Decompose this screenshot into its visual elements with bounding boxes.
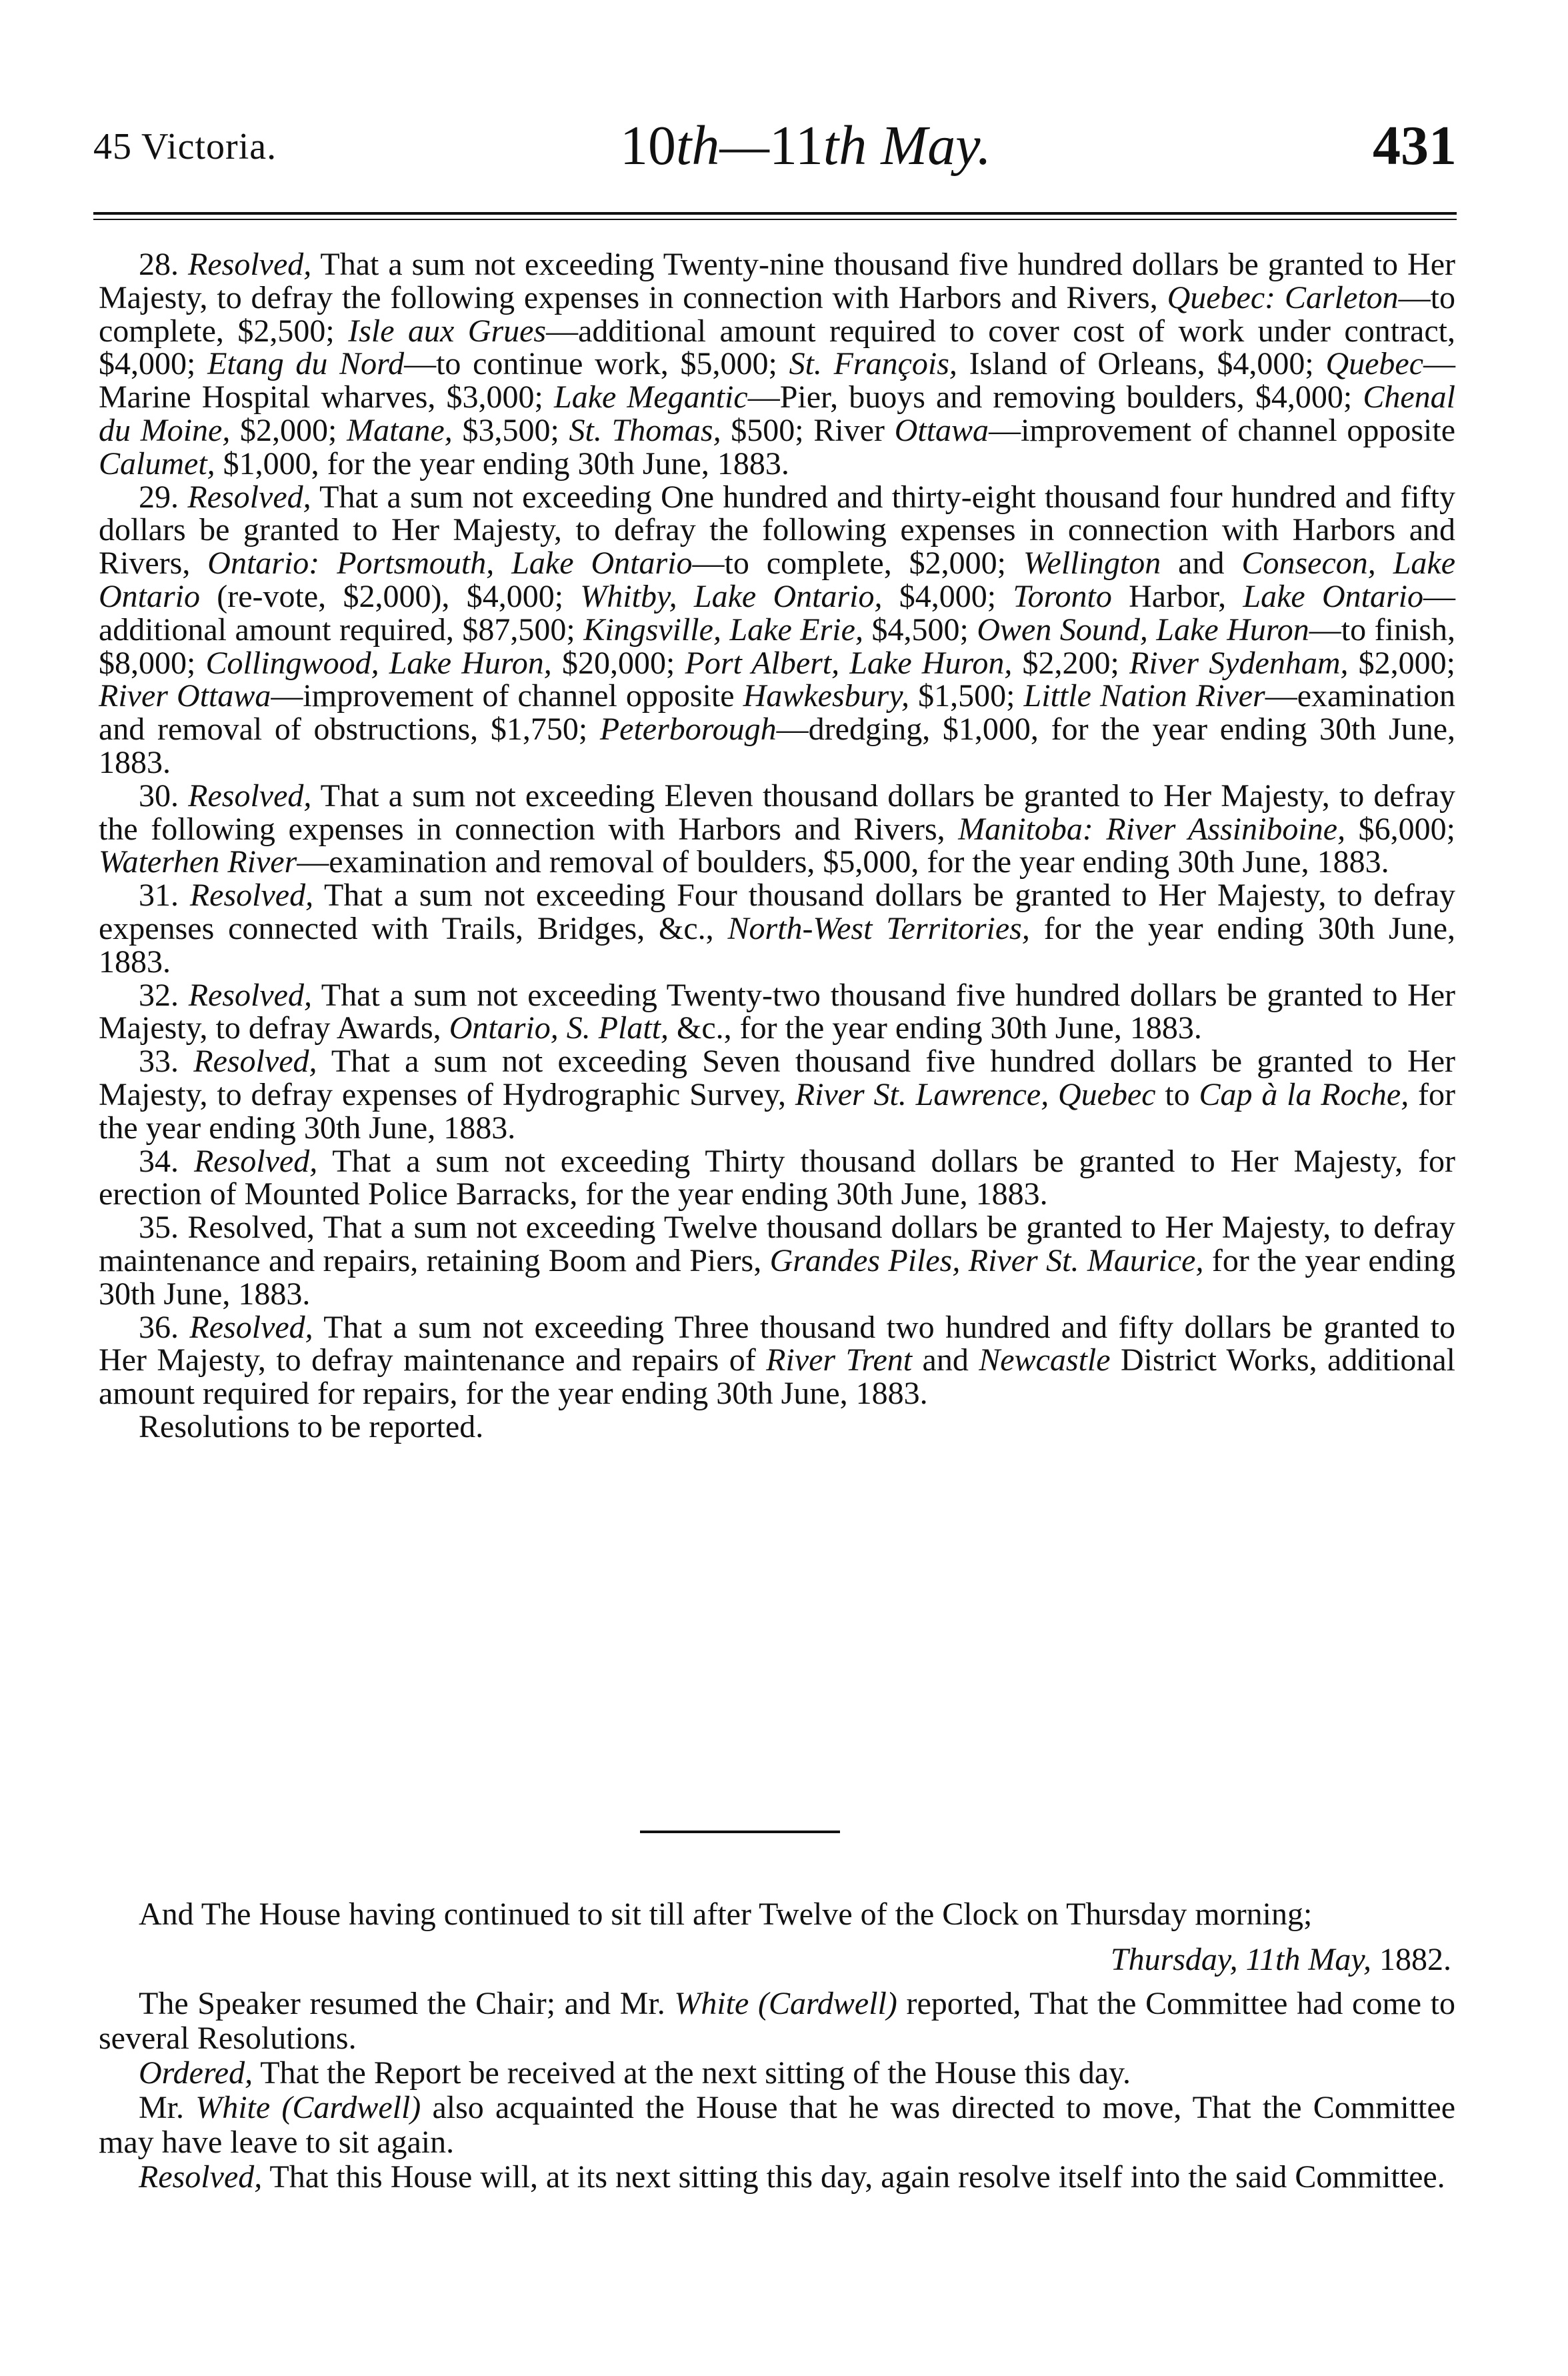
resolution-number: 29. (139, 479, 188, 515)
resolutions-list (99, 248, 1455, 1410)
page-header (93, 113, 1457, 193)
proceeding-paragraph: Mr. White (Cardwell) also acquainted the House that he was directed to move, That the Committee may have leave to sit again. (99, 2090, 1456, 2160)
resolution-30 (99, 780, 1455, 879)
closing-line: Resolutions to be reported. (139, 1408, 484, 1444)
proceeding-paragraph: Ordered, That the Report be received at the next sitting of the House this day. (139, 2055, 1131, 2091)
session-label: 45 Victoria. (93, 126, 277, 167)
header-rule-thick (93, 212, 1457, 215)
resolved-word: Resolved, (193, 1143, 318, 1179)
proceedings-list (99, 1987, 1455, 2195)
resolution-text: That a sum not exceeding Twenty-two thousand five hundred dollars be granted to Her Majesty, to defray Awards, Ontario, S. Platt, &c., for the year ending 30th June, 1883. (99, 977, 1456, 1046)
resolution-text: That a sum not exceeding Thirty thousand dollars be granted to Her Majesty, for erection of Mounted Police Barracks, for the year ending 30th June, 1883. (99, 1143, 1456, 1212)
resolution-text: That a sum not exceeding Eleven thousand dollars be granted to Her Majesty, to defray the following expenses in connection with Harbors and Rivers, Manitoba: River Assiniboine, $6,000; Waterhen River—examination and removal of boulders, $5,000, for the year ending 30th June, 1883. (99, 778, 1455, 880)
resolved-word: Resolved, (193, 1044, 317, 1080)
resolution-number: 32. (139, 977, 189, 1013)
resolution-36 (99, 1311, 1455, 1410)
page-number: 431 (1373, 115, 1457, 177)
resolved-word: Resolved, (188, 247, 312, 282)
resolution-28 (99, 248, 1455, 481)
resolution-32 (99, 979, 1455, 1046)
resolution-34 (99, 1145, 1455, 1212)
resolutions-block (99, 248, 1455, 1444)
dateline-year: 1882. (1379, 1942, 1451, 1977)
resolution-number: 28. (139, 247, 189, 282)
resolution-35 (99, 1211, 1455, 1310)
resolution-29 (99, 481, 1455, 780)
resolution-number: 30. (139, 778, 189, 814)
resolved-word: Resolved, (188, 778, 312, 814)
resolution-text: That a sum not exceeding Four thousand dollars be granted to Her Majesty, to defray expenses connected with Trails, Bridges, &c., North-West Territories, for the year ending 30th June, 1883. (99, 878, 1456, 980)
resolution-text: That a sum not exceeding Twenty-nine thousand five hundred dollars be granted to Her Majesty, to defray the following expenses in connection with Harbors and Rivers, Quebec: Carleton—to complete, $2,500; Isle aux Grues—additional amount required to cover cost of work under contract, $4,000; Etang du Nord—to continue work, $5,000; St. François, Island of Orleans, $4,000; Quebec—Marine Hospital wharves, $3,000; Lake Megantic—Pier, buoys and removing boulders, $4,000; Chenal du Moine, $2,000; Matane, $3,500; St. Thomas, $500; River Ottawa—improvement of channel opposite Calumet, $1,000, for the year ending 30th June, 1883. (99, 247, 1456, 481)
resolution-number: 34. (139, 1143, 194, 1179)
sitting-intro: And The House having continued to sit till after Twelve of the Clock on Thursday morning; (139, 1897, 1313, 1932)
header-dates: 10th—11th May. (620, 115, 991, 177)
resolved-word: Resolved, (188, 977, 312, 1013)
proceedings-block (99, 1897, 1455, 2195)
proceeding-paragraph: The Speaker resumed the Chair; and Mr. White (Cardwell) reported, That the Committee had come to several Resolutions. (99, 1986, 1455, 2056)
resolved-word: Resolved, (187, 1210, 315, 1246)
dateline-day: Thursday, 11th May, (1110, 1942, 1371, 1977)
resolved-word: Resolved, (189, 1309, 313, 1345)
resolved-word: Resolved, (189, 878, 314, 914)
resolution-31 (99, 879, 1455, 978)
resolution-33 (99, 1045, 1455, 1144)
dateline (99, 1943, 1451, 1977)
resolution-text: That a sum not exceeding Twelve thousand dollars be granted to Her Majesty, to defray maintenance and repairs, retaining Boom and Piers, Grandes Piles, River St. Maurice, for the year ending 30th June, 1883. (99, 1210, 1456, 1312)
resolution-number: 36. (139, 1309, 190, 1345)
resolution-text: That a sum not exceeding Three thousand two hundred and fifty dollars be granted to Her Majesty, to defray maintenance and repairs of River Trent and Newcastle District Works, additional amount required for repairs, for the year ending 30th June, 1883. (99, 1309, 1456, 1412)
resolution-number: 33. (139, 1044, 194, 1080)
resolution-text: That a sum not exceeding Seven thousand five hundred dollars be granted to Her Majesty, to defray expenses of Hydrographic Survey, River St. Lawrence, Quebec to Cap à la Roche, for the year ending 30th June, 1883. (99, 1044, 1456, 1146)
header-rule-thin (93, 219, 1457, 220)
section-divider (640, 1831, 840, 1833)
resolution-number: 35. (139, 1210, 188, 1246)
resolution-text: That a sum not exceeding One hundred and thirty-eight thousand four hundred and fifty dollars be granted to Her Majesty, to defray the following expenses in connection with Harbors and Rivers, Ontario: Portsmouth, Lake Ontario—to complete, $2,000; Wellington and Consecon, Lake Ontario (re-vote, $2,000), $4,000; Whitby, Lake Ontario, $4,000; Toronto Harbor, Lake Ontario—additional amount required, $87,500; Kingsville, Lake Erie, $4,500; Owen Sound, Lake Huron—to finish, $8,000; Collingwood, Lake Huron, $20,000; Port Albert, Lake Huron, $2,200; River Sydenham, $2,000; River Ottawa—improvement of channel opposite Hawkesbury, $1,500; Little Nation River—examination and removal of obstructions, $1,750; Peterborough—dredging, $1,000, for the year ending 30th June, 1883. (99, 479, 1456, 780)
proceeding-paragraph: Resolved, That this House will, at its next sitting this day, again resolve itself into the said Committee. (139, 2159, 1445, 2195)
resolution-number: 31. (139, 878, 190, 914)
resolved-word: Resolved, (187, 479, 311, 515)
